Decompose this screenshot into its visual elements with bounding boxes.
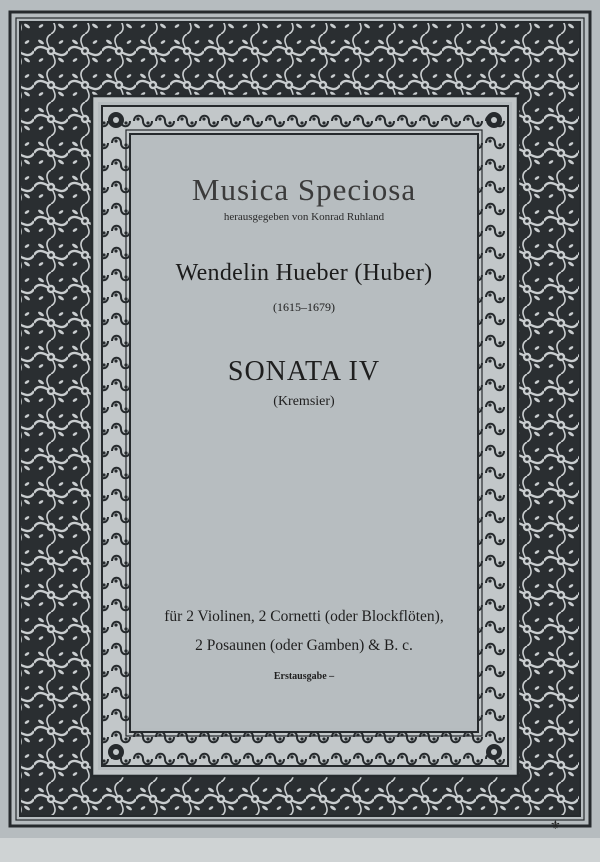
instrumentation-line-1: für 2 Violinen, 2 Cornetti (oder Blockflöten),: [164, 608, 444, 625]
edition-note: Erstausgabe –: [273, 671, 335, 682]
work-subtitle: (Kremsier): [273, 394, 335, 409]
title-panel: [134, 138, 474, 728]
series-title: Musica Speciosa: [191, 172, 417, 207]
composer-dates: (1615–1679): [273, 300, 335, 314]
editor-line: herausgegeben von Konrad Ruhland: [223, 211, 385, 223]
publisher-mark-icon: ⚜: [550, 818, 561, 832]
work-title: SONATA IV: [227, 356, 381, 387]
composer-name: Wendelin Hueber (Huber): [175, 260, 433, 286]
instrumentation-line-2: 2 Posaunen (oder Gamben) & B. c.: [195, 637, 413, 654]
bottom-strip: [0, 838, 600, 862]
